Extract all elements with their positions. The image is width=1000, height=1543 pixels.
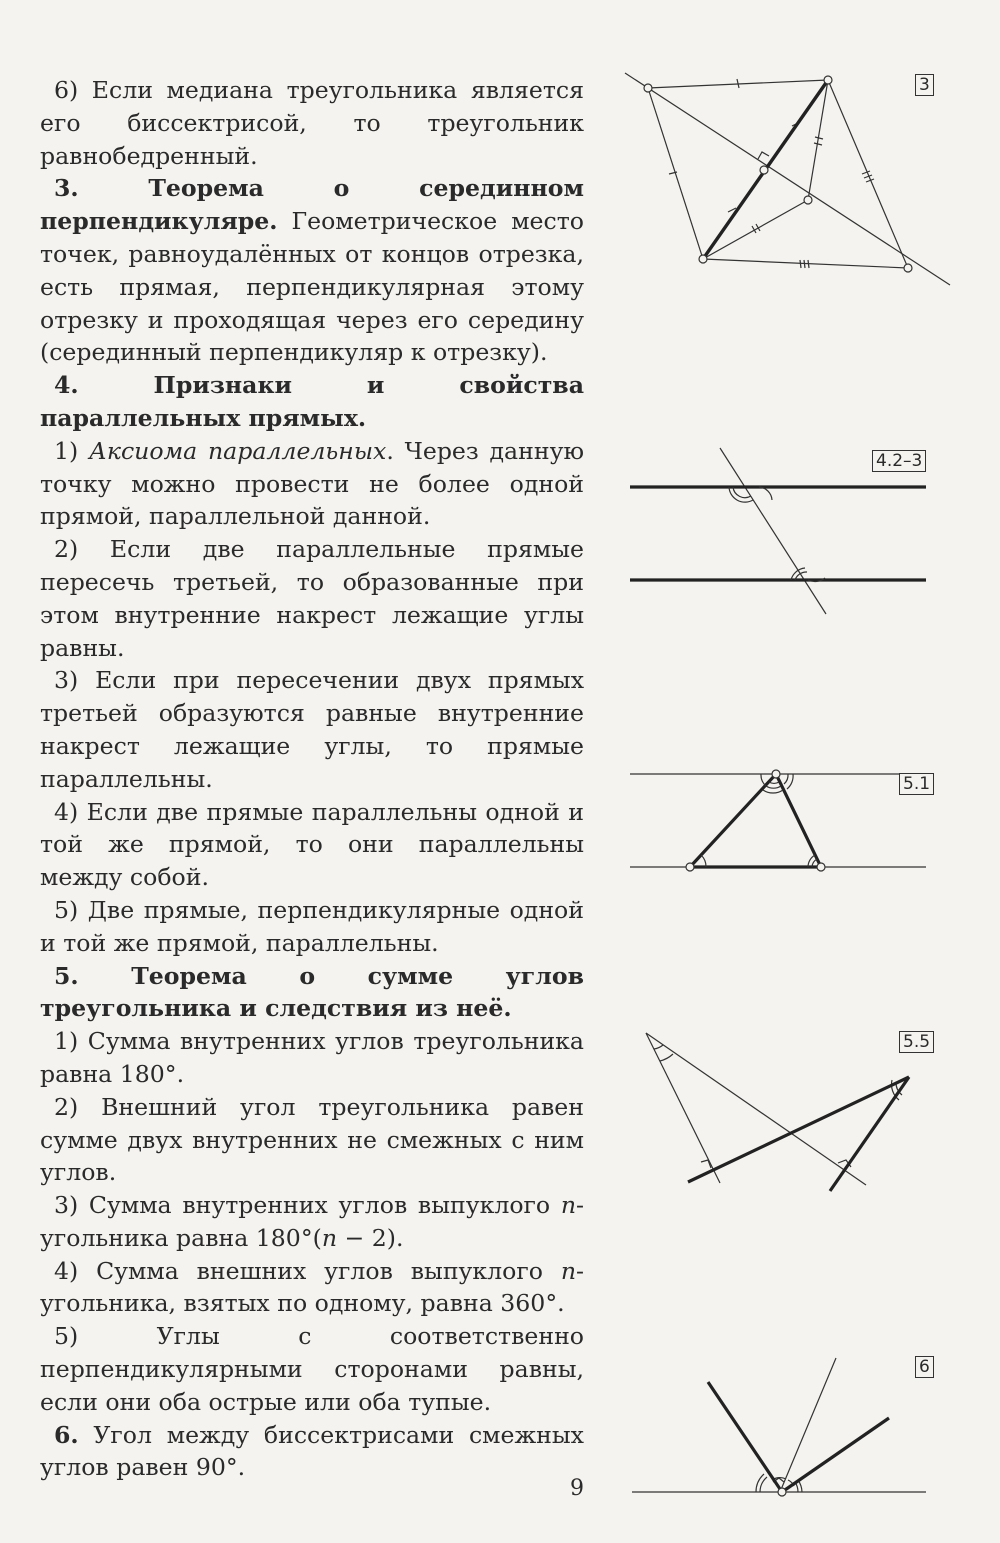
text-run: − 2). (337, 1223, 404, 1252)
paragraph-p1 (40, 74, 584, 172)
text-column (40, 74, 584, 1484)
text-run: n (560, 1256, 577, 1285)
paragraph-p8 (40, 894, 584, 960)
paragraph-p7 (40, 796, 584, 894)
paragraph-p4 (40, 435, 584, 533)
text-run: 1) (54, 436, 89, 465)
text-run: 6) Если медиана треугольника явля (54, 76, 529, 104)
text-run: Аксиома параллельных (89, 436, 387, 465)
figure-3-label: 3 (915, 74, 934, 96)
text-run: 6. (54, 1420, 79, 1449)
text-run: 5) Две прямые, перпендикулярные одной и той же прямой, параллельны. (40, 895, 584, 957)
paragraph-p11 (40, 1091, 584, 1189)
paragraph-p12 (40, 1189, 584, 1255)
text-run: 2) Внешний угол треугольника равен сумме двух внутренних не смежных с ним углов. (40, 1092, 584, 1187)
paragraph-p3 (40, 369, 584, 435)
text-run: 1) Сумма внутренних углов треугольника равна 180°. (40, 1027, 584, 1088)
figure-6-diagram (620, 1350, 940, 1500)
text-run: . Через данную точку можно провести не более одной прямой, параллельной данной. (40, 436, 584, 531)
text-run: 3) Если при пересечении двух прямых третьей образуются равные внутренние накрест лежащие углы, то прямые параллельны. (40, 666, 584, 793)
text-run: Геометрическое место точек, равноудалённых от концов отрезка, есть прямая, перпендикулярная этому отрезку и проходящая через его середину (серединный перпендикуляр к отрезку). (40, 207, 584, 367)
text-run: -угольника, взятых по одному, равна 360°. (40, 1256, 584, 1318)
paragraph-p9 (40, 960, 584, 1026)
text-run: 3) Сумма внутренних углов выпуклого (54, 1191, 561, 1220)
text-run: 4) Сумма внешних углов выпуклого (54, 1256, 561, 1285)
figure-6-label: 6 (915, 1356, 934, 1378)
figure-4-2-3-label: 4.2–3 (872, 450, 926, 472)
text-run: 4) Если две прямые параллельны одной и той же прямой, то они параллельны между собой. (40, 797, 584, 892)
paragraph-p2 (40, 172, 584, 369)
paragraph-p15 (40, 1419, 584, 1485)
text-run: 4. Признаки и свойства параллельных прямых. (40, 371, 584, 432)
figure-5-5-diagram (630, 1020, 940, 1200)
text-run: 5. Теорема о сумме углов треугольника и следствия из неё. (40, 961, 584, 1023)
paragraph-p14 (40, 1320, 584, 1418)
figure-3-diagram (600, 60, 960, 300)
paragraph-p5 (40, 533, 584, 664)
text-run: 2) Если две параллельные прямые пересечь третьей, то образованные при этом внутренние накрест лежащие углы равны. (40, 535, 584, 662)
text-run: n (560, 1191, 577, 1220)
figure-5-5-label: 5.5 (899, 1031, 934, 1053)
text-run: -угольника равна 180°( (40, 1191, 584, 1252)
paragraph-p6 (40, 664, 584, 795)
text-run: n (321, 1223, 338, 1252)
paragraph-p13 (40, 1255, 584, 1321)
text-run: Угол между биссектрисами смежных углов равен 90°. (40, 1420, 584, 1482)
paragraph-p10 (40, 1025, 584, 1091)
text-run: 3. Теорема о серединном перпендикуляре. (40, 174, 584, 236)
figure-5-1-label: 5.1 (899, 773, 934, 795)
text-run: 5) Углы с соответственно перпендикулярными сторонами равны, если они оба острые или оба тупые. (40, 1322, 584, 1416)
page-number: 9 (570, 1476, 584, 1501)
text-run: ется его биссектрисой, то треугольник равнобедренный. (40, 76, 584, 170)
figure-5-1-diagram (620, 760, 940, 880)
